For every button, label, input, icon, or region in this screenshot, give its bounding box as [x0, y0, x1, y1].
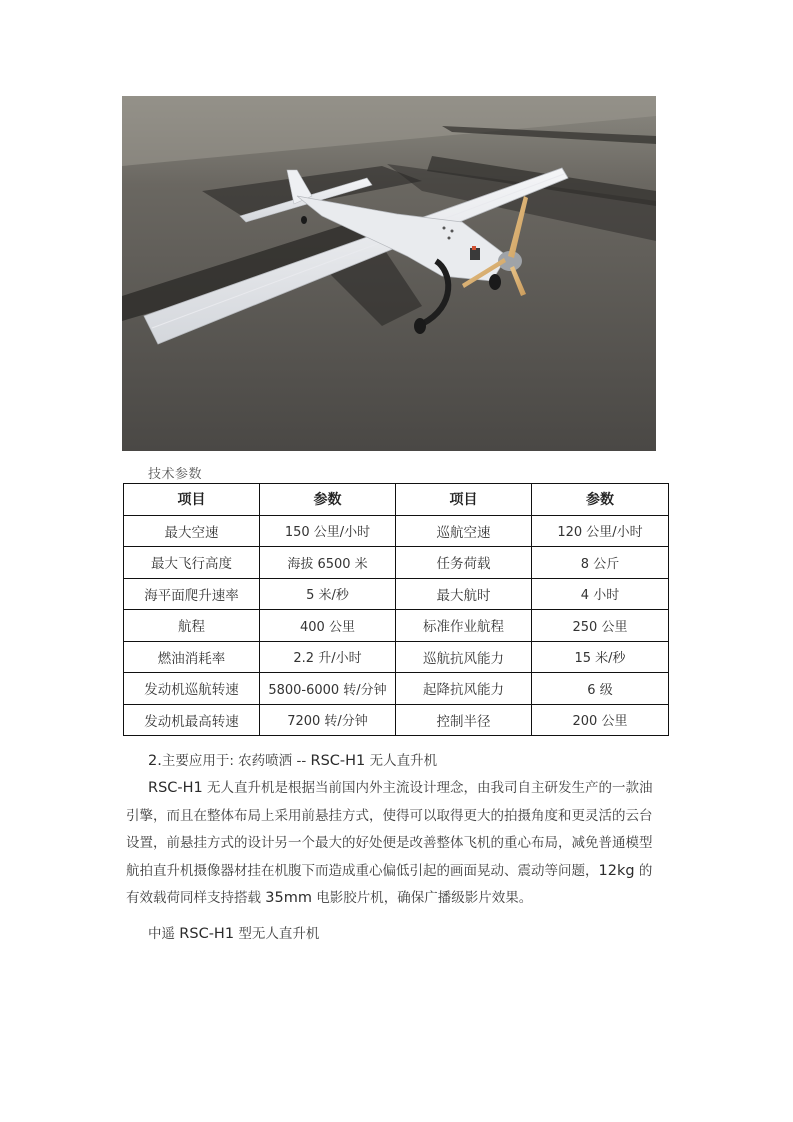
model-name: RSC-H1 — [179, 926, 235, 942]
paragraph-line — [126, 858, 671, 886]
spec-label: 最大空速 — [124, 515, 260, 547]
caption-prefix: 中遥 — [148, 926, 180, 942]
spec-label: 燃油消耗率 — [124, 641, 260, 673]
spec-label: 巡航空速 — [396, 515, 532, 547]
spec-label: 最大航时 — [396, 578, 532, 610]
spec-value: 400 公里 — [260, 610, 396, 642]
paragraph-line — [126, 885, 671, 913]
table-row — [124, 641, 669, 673]
spec-value: 200 公里 — [532, 704, 669, 736]
table-row — [124, 673, 669, 705]
header-value: 参数 — [260, 484, 396, 516]
line-text: 电影胶片机，确保广播级影片效果。 — [312, 890, 533, 906]
line-text: 引擎，而且在整体布局上采用前悬挂方式，使得可以取得更大的拍摄角度和更灵活的云台 — [126, 807, 653, 824]
spec-value: 5800-6000 转/分钟 — [260, 673, 396, 705]
paragraph-line — [126, 775, 671, 803]
spec-label: 任务荷载 — [396, 547, 532, 579]
body-paragraph — [126, 775, 671, 913]
spec-table — [123, 483, 669, 736]
line-text: 无人直升机是根据当前国内外主流设计理念，由我司自主研发生产的一款油 — [202, 780, 653, 796]
spec-label: 起降抗风能力 — [396, 673, 532, 705]
spec-value: 15 米/秒 — [532, 641, 669, 673]
spec-label: 巡航抗风能力 — [396, 641, 532, 673]
spec-value: 150 公里/小时 — [260, 515, 396, 547]
header-value: 参数 — [532, 484, 669, 516]
table-row — [124, 610, 669, 642]
spec-value: 250 公里 — [532, 610, 669, 642]
table-row — [124, 547, 669, 579]
line-text: 有效载荷同样支持搭载 — [126, 890, 266, 906]
line-text: 设置，前悬挂方式的设计另一个最大的好处便是改善整体飞机的重心布局，减免普通模型 — [126, 835, 653, 851]
spec-value: 8 公斤 — [532, 547, 669, 579]
spec-label: 控制半径 — [396, 704, 532, 736]
spec-value: 120 公里/小时 — [532, 515, 669, 547]
spec-label: 发动机最高转速 — [124, 704, 260, 736]
table-row — [124, 515, 669, 547]
line-text: 的 — [634, 862, 653, 879]
table-row — [124, 578, 669, 610]
section-heading-suffix: 无人直升机 — [365, 753, 438, 769]
header-item: 项目 — [396, 484, 532, 516]
film-format: 35mm — [265, 890, 312, 906]
figure-caption — [148, 922, 319, 942]
spec-label: 海平面爬升速率 — [124, 578, 260, 610]
spec-label: 最大飞行高度 — [124, 547, 260, 579]
caption-suffix: 型无人直升机 — [234, 926, 320, 942]
model-name: RSC-H1 — [310, 753, 366, 769]
table-row — [124, 704, 669, 736]
spec-value: 4 小时 — [532, 578, 669, 610]
paragraph-line — [126, 803, 671, 831]
uav-photo — [122, 96, 656, 451]
spec-label: 发动机巡航转速 — [124, 673, 260, 705]
spec-value: 海拔 6500 米 — [260, 547, 396, 579]
section-heading — [148, 749, 437, 769]
line-text: 航拍直升机摄像器材挂在机腹下而造成重心偏低引起的画面晃动、震动等问题， — [126, 862, 599, 879]
spec-value: 2.2 升/小时 — [260, 641, 396, 673]
table-header-row — [124, 484, 669, 516]
payload-weight: 12kg — [598, 862, 635, 879]
spec-label: 标准作业航程 — [396, 610, 532, 642]
section-heading-prefix: 主要应用于: 农药喷洒 -- — [161, 753, 311, 769]
spec-value: 5 米/秒 — [260, 578, 396, 610]
model-name: RSC-H1 — [148, 780, 203, 796]
uav-illustration — [122, 96, 656, 451]
table-caption: 技术参数 — [148, 467, 203, 482]
spec-value: 7200 转/分钟 — [260, 704, 396, 736]
paragraph-line — [126, 830, 671, 858]
header-item: 项目 — [124, 484, 260, 516]
spec-label: 航程 — [124, 610, 260, 642]
spec-value: 6 级 — [532, 673, 669, 705]
section-number: 2. — [148, 753, 162, 769]
